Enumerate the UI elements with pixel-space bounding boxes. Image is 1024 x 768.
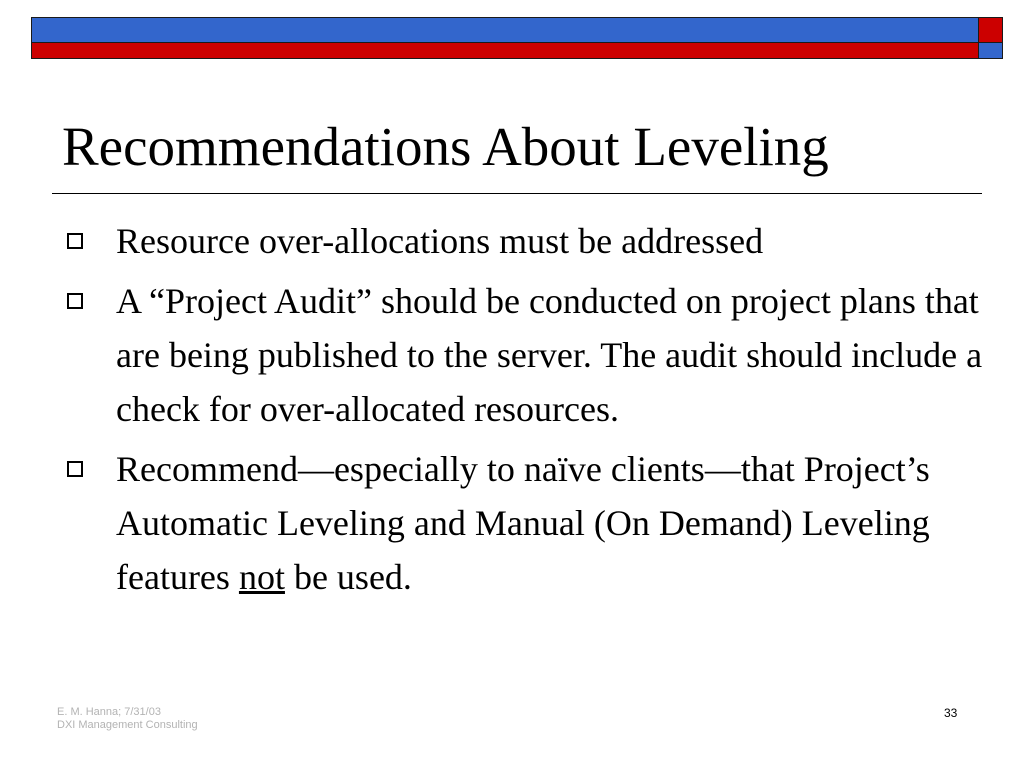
hollow-square-bullet-icon <box>67 293 83 309</box>
hollow-square-bullet-icon <box>67 461 83 477</box>
bullet-item <box>116 442 986 604</box>
header-square-blue <box>978 42 1003 59</box>
bullet-text: Resource over-allocations must be addressed <box>116 221 764 261</box>
bullet-text: Recommend—especially to naïve clients—that Project’s Automatic Leveling and Manual (On Demand) Leveling features <box>116 449 930 597</box>
header-bar-red <box>31 42 979 59</box>
title-divider <box>52 193 982 194</box>
header-bar-blue <box>31 17 979 43</box>
bullet-item <box>116 214 986 268</box>
bullet-text-end: be used. <box>284 557 412 597</box>
bullet-list <box>116 214 986 610</box>
page-number: 33 <box>944 706 958 720</box>
header-square-red <box>978 17 1003 43</box>
hollow-square-bullet-icon <box>67 233 83 249</box>
bullet-text: A “Project Audit” should be conducted on project plans that are being published to the server. The audit should include a check for over-allocated resources. <box>116 281 983 429</box>
bullet-item <box>116 274 986 436</box>
footer-author-date: E. M. Hanna; 7/31/03 <box>57 706 161 718</box>
slide-title: Recommendations About Leveling <box>62 116 829 177</box>
footer-company: DXI Management Consulting <box>57 719 198 731</box>
footer <box>57 706 198 732</box>
emphasis-text: not <box>238 557 285 597</box>
